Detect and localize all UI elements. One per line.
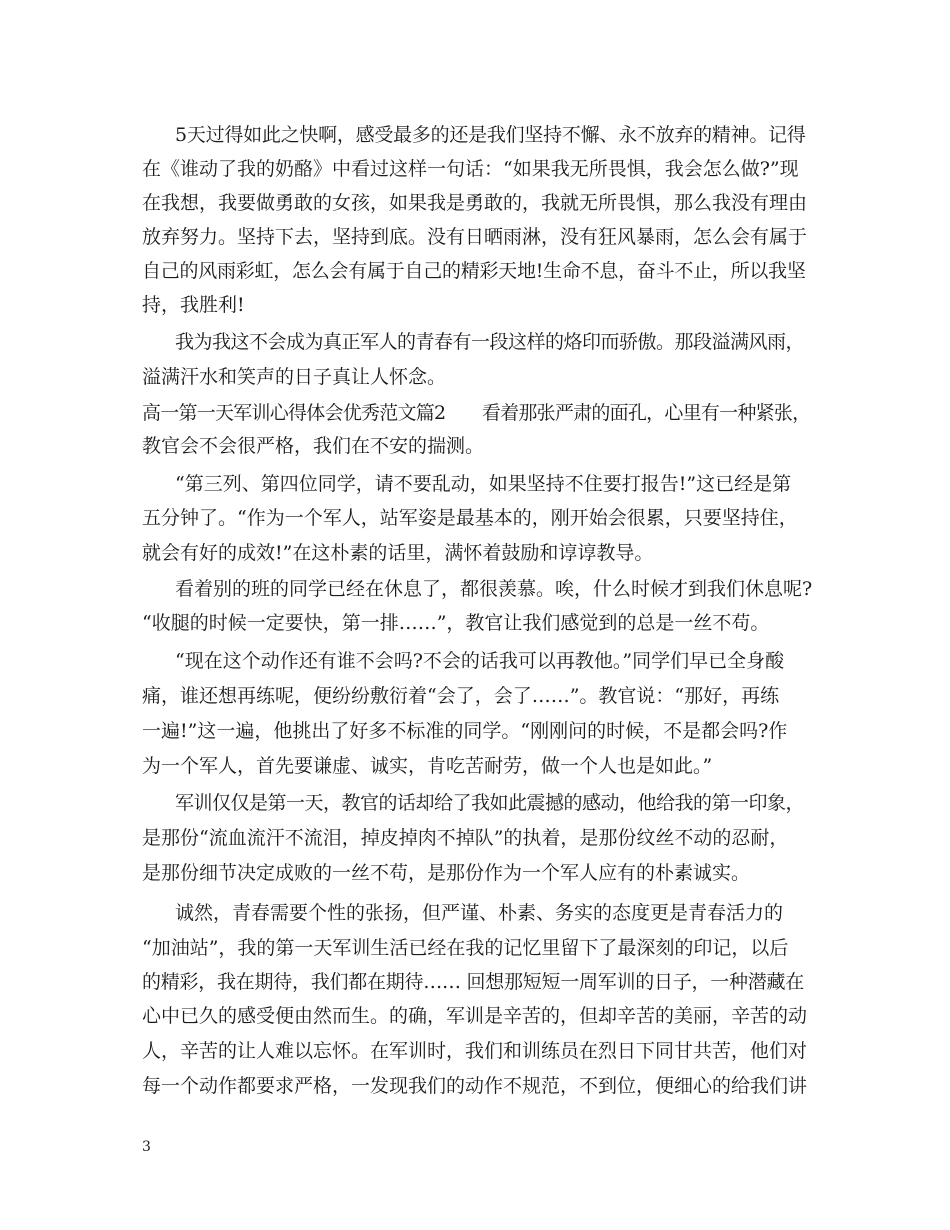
text-line: 是那份细节决定成败的一丝不苟，是那份作为一个军人应有的朴素诚实。 <box>142 862 751 884</box>
text-line: 痛，谁还想再练呢，便纷纷敷衍着“会了，会了……”。教官说：“那好，再练 <box>142 685 780 707</box>
text-line: 诚然，青春需要个性的张扬，但严谨、朴素、务实的态度更是青春活力的 <box>175 902 784 924</box>
text-line: 我为我这不会成为真正军人的青春有一段这样的烙印而骄傲。那段溢满风雨， <box>175 331 805 353</box>
text-line: 溢满汗水和笑声的日子真让人怀念。 <box>142 366 447 388</box>
text-line: 是那份“流血流汗不流泪，掉皮掉肉不掉队”的执着，是那份纹丝不动的忍耐， <box>142 827 789 849</box>
text-line: 看着别的班的同学已经在休息了，都很羡慕。唉，什么时候才到我们休息呢? <box>175 578 813 600</box>
page-number: 3 <box>142 1139 151 1155</box>
text-line: 心中已久的感受便由然而生。的确，军训是辛苦的，但却辛苦的美丽，辛苦的动 <box>142 1005 808 1027</box>
text-line: 持，我胜利! <box>142 294 245 316</box>
text-line: 放弃努力。坚持下去，坚持到底。没有日晒雨淋，没有狂风暴雨，怎么会有属于 <box>142 226 808 248</box>
text-line: 就会有好的成效!”在这朴素的话里，满怀着鼓励和谆谆教导。 <box>142 542 654 564</box>
text-line: 自己的风雨彩虹，怎么会有属于自己的精彩天地!生命不息，奋斗不止，所以我坚 <box>142 260 806 282</box>
text-line: 的精彩，我在期待，我们都在期待…… 回想那短短一周军训的日子，一种潜藏在 <box>142 971 805 993</box>
text-line: 在《谁动了我的奶酪》中看过这样一句话：“如果我无所畏惧，我会怎么做?”现 <box>142 158 799 180</box>
text-line: 人，辛苦的让人难以忘怀。在军训时，我们和训练员在烈日下同甘共苦，他们对 <box>142 1040 808 1062</box>
section-heading-line: 高一第一天军训心得体会优秀范文篇2 看着那张严肃的面孔，心里有一种紧张， <box>142 402 811 424</box>
text-line: 五分钟了。“作为一个军人，站军姿是最基本的，刚开始会很累，只要坚持住， <box>142 507 798 529</box>
text-line: 在我想，我要做勇敢的女孩，如果我是勇敢的，我就无所畏惧，那么我没有理由 <box>142 192 808 214</box>
text-line: 5天过得如此之快啊，感受最多的还是我们坚持不懈、永不放弃的精神。记得 <box>175 124 806 146</box>
text-line: 每一个动作都要求严格，一发现我们的动作不规范，不到位，便细心的给我们讲 <box>142 1075 808 1097</box>
text-line: 一遍!”这一遍，他挑出了好多不标准的同学。“刚刚问的时候，不是都会吗?作 <box>142 720 788 742</box>
text-line: “加油站”，我的第一天军训生活已经在我的记忆里留下了最深刻的印记，以后 <box>142 937 789 959</box>
text-line: “第三列、第四位同学，请不要乱动，如果坚持不住要打报告!”这已经是第 <box>175 473 792 495</box>
text-line: 军训仅仅是第一天，教官的话却给了我如此震撼的感动，他给我的第一印象， <box>175 792 805 814</box>
text-line: “现在这个动作还有谁不会吗?不会的话我可以再教他。”同学们早已全身酸 <box>175 650 785 672</box>
text-line: “收腿的时候一定要快，第一排……”，教官让我们感觉到的总是一丝不苟。 <box>142 612 770 634</box>
text-line: 教官会不会很严格，我们在不安的揣测。 <box>142 435 485 457</box>
text-line: 为一个军人，首先要谦虚、诚实，肯吃苦耐劳，做一个人也是如此。” <box>142 755 713 777</box>
